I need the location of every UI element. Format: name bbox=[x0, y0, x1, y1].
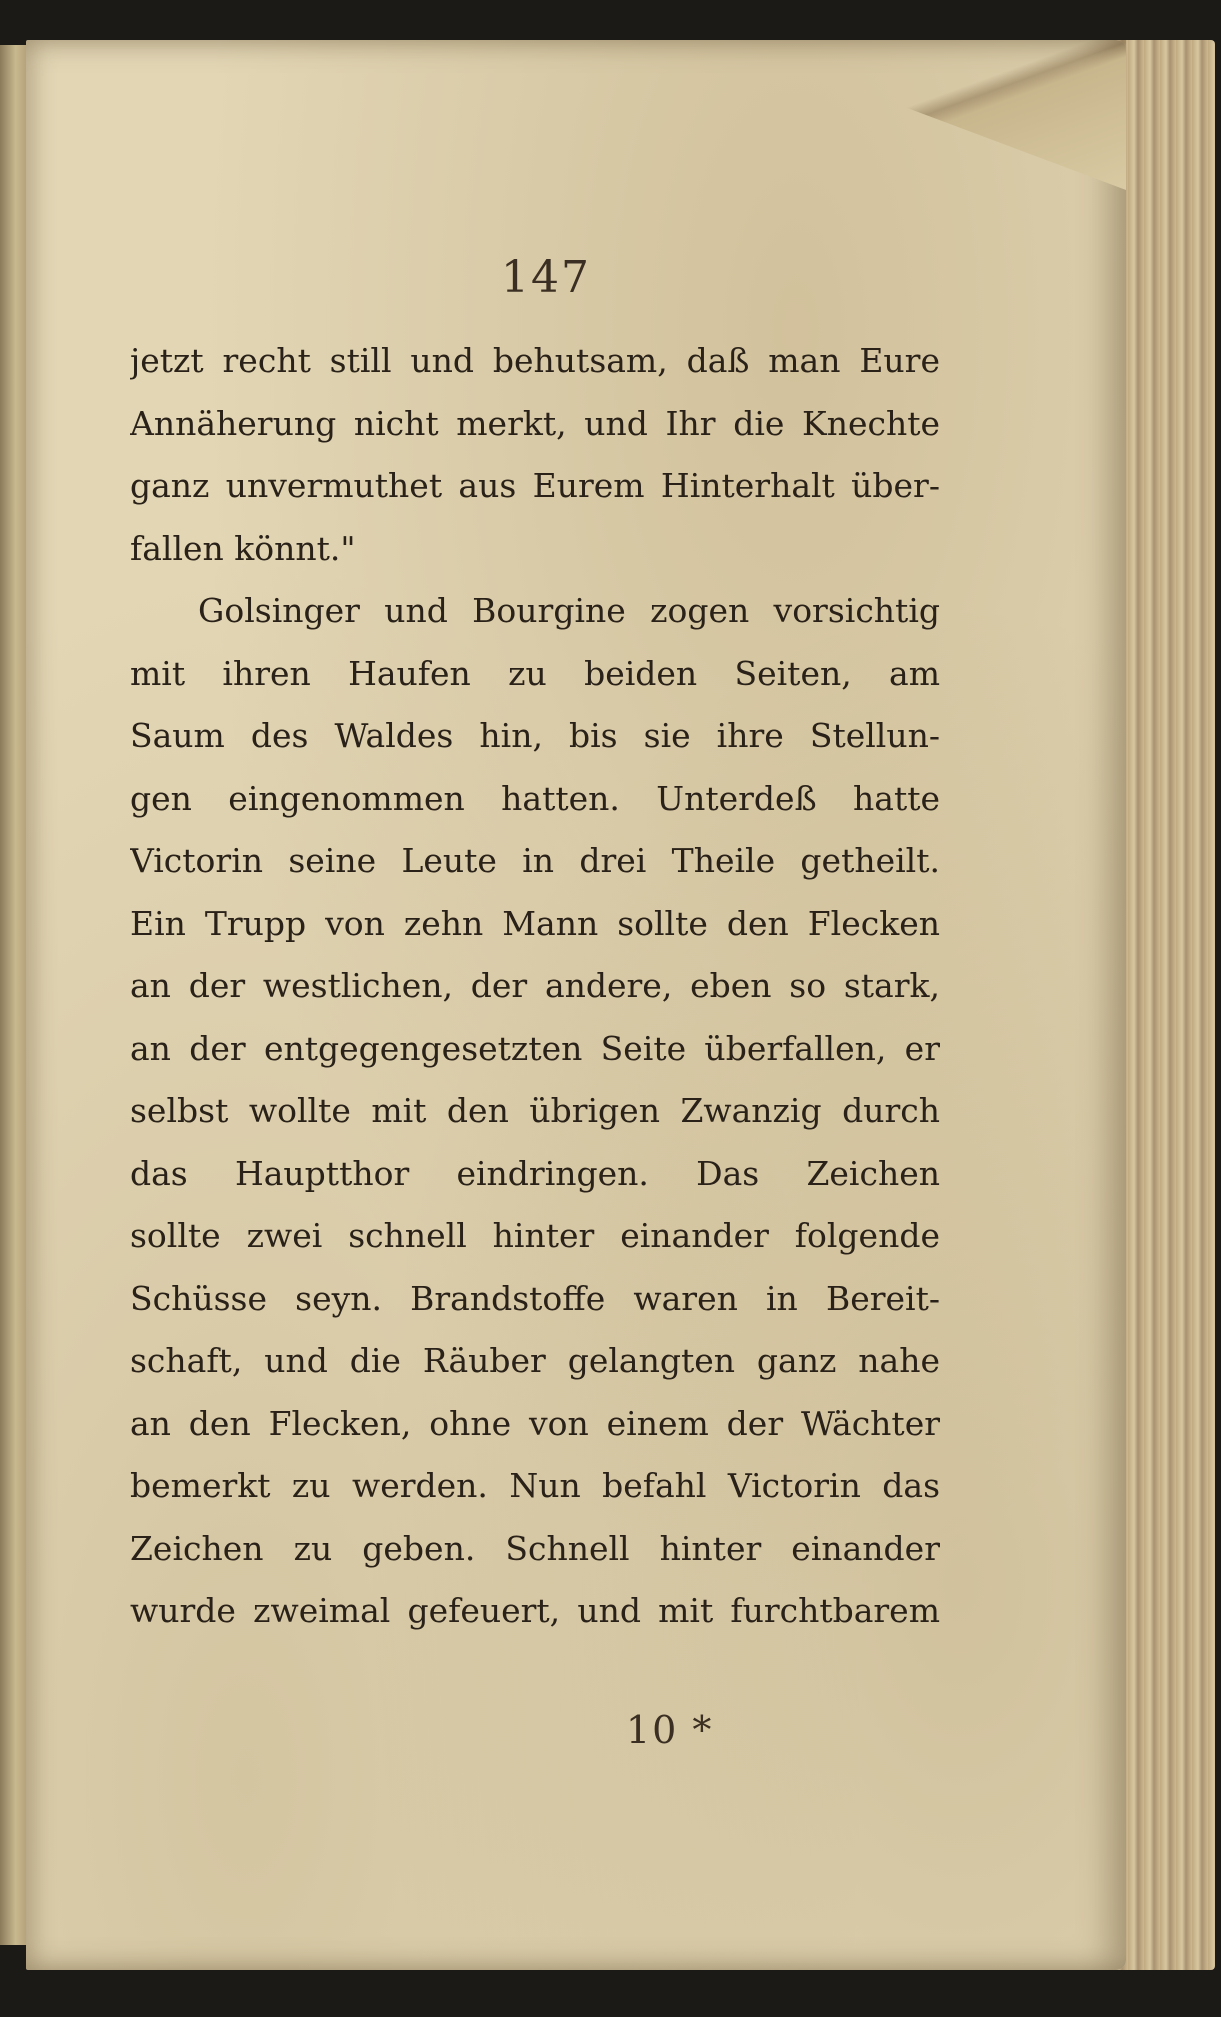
text-line: an der westlichen, der andere, eben so stark, bbox=[130, 966, 940, 1005]
text-line: Schüsse seyn. Brandstoffe waren in Bereit- bbox=[130, 1278, 940, 1318]
left-page-edge bbox=[0, 45, 28, 1945]
text-line: fallen könnt." bbox=[130, 528, 356, 568]
text-line: an den Flecken, ohne von einem der Wächter bbox=[130, 1403, 940, 1443]
text-line: Annäherung nicht merkt, und Ihr die Knechte bbox=[130, 403, 940, 443]
page-number: 147 bbox=[501, 252, 591, 303]
text-line: bemerkt zu werden. Nun befahl Victorin das bbox=[130, 1466, 940, 1505]
text-line: Ein Trupp von zehn Mann sollte den Flecken bbox=[130, 903, 940, 943]
text-line: mit ihren Haufen zu beiden Seiten, am bbox=[130, 653, 940, 693]
text-line: das Hauptthor eindringen. Das Zeichen bbox=[130, 1153, 940, 1193]
text-line: Saum des Waldes hin, bis sie ihre Stellun- bbox=[130, 716, 940, 755]
text-line: sollte zwei schnell hinter einander folgende bbox=[130, 1216, 940, 1255]
body-text bbox=[130, 330, 940, 1643]
text-line: gen eingenommen hatten. Unterdeß hatte bbox=[130, 778, 940, 818]
text-line: wurde zweimal gefeuert, und mit furchtbarem bbox=[130, 1591, 940, 1630]
text-line: Zeichen zu geben. Schnell hinter einander bbox=[130, 1528, 940, 1568]
text-line: schaft, und die Räuber gelangten ganz nahe bbox=[130, 1341, 940, 1380]
signature-mark: 10 * bbox=[626, 1708, 714, 1752]
text-line: selbst wollte mit den übrigen Zwanzig durch bbox=[130, 1091, 940, 1130]
text-line: Victorin seine Leute in drei Theile getheilt. bbox=[130, 841, 940, 880]
text-line: jetzt recht still und behutsam, daß man Eure bbox=[130, 341, 940, 380]
book-page bbox=[26, 40, 1126, 1970]
text-line: an der entgegengesetzten Seite überfallen, er bbox=[130, 1028, 940, 1068]
text-line: Golsinger und Bourgine zogen vorsichtig bbox=[198, 591, 940, 630]
text-line: ganz unvermuthet aus Eurem Hinterhalt über- bbox=[130, 466, 940, 505]
folded-corner bbox=[726, 40, 1126, 190]
